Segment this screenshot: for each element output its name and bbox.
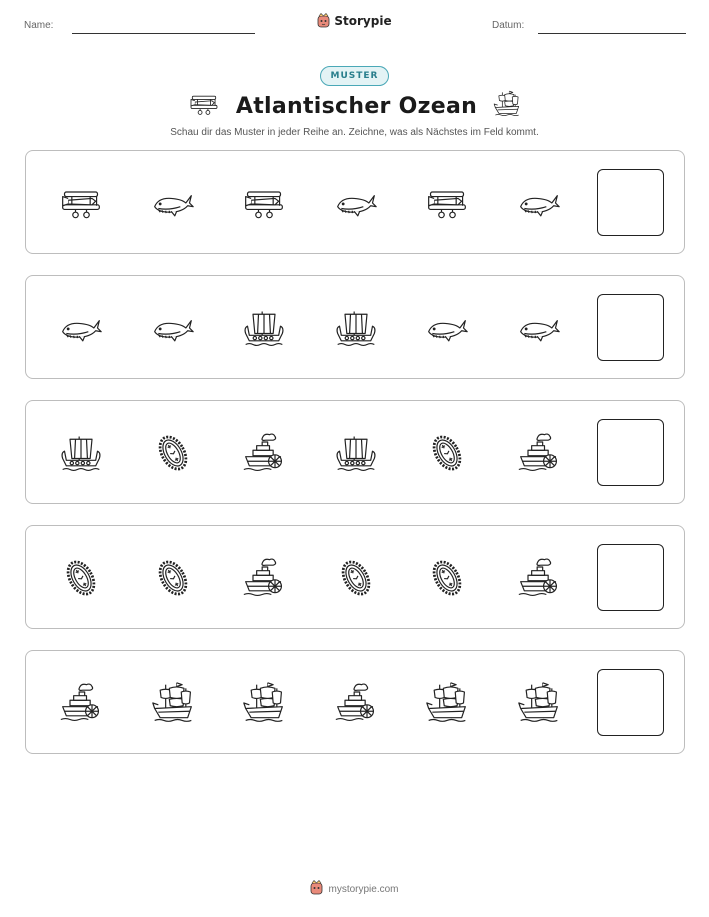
- answer-box[interactable]: [597, 169, 664, 236]
- name-label: Name:: [24, 20, 54, 31]
- viking-ship-icon: [240, 304, 288, 352]
- pattern-row: [25, 275, 685, 379]
- pattern-row: [25, 150, 685, 254]
- biplane-icon: [188, 91, 220, 121]
- steamboat-icon: [240, 429, 288, 477]
- steamboat-icon: [332, 679, 380, 727]
- galleon-icon: [423, 679, 471, 727]
- category-badge: MUSTER: [320, 66, 390, 86]
- pattern-row: [25, 525, 685, 629]
- diatom-icon: [149, 429, 197, 477]
- answer-box[interactable]: [597, 669, 664, 736]
- viking-ship-icon: [57, 429, 105, 477]
- answer-box[interactable]: [597, 419, 664, 486]
- steamboat-icon: [515, 554, 563, 602]
- storypie-logo-icon: [310, 880, 323, 899]
- diatom-icon: [149, 554, 197, 602]
- diatom-icon: [423, 429, 471, 477]
- whale-icon: [515, 179, 563, 227]
- viking-ship-icon: [332, 304, 380, 352]
- whale-icon: [515, 304, 563, 352]
- name-write-line: [72, 33, 255, 34]
- whale-icon: [332, 179, 380, 227]
- footer-url: mystorypie.com: [328, 884, 399, 895]
- storypie-logo-icon: [317, 13, 330, 28]
- viking-ship-icon: [332, 429, 380, 477]
- whale-icon: [149, 304, 197, 352]
- biplane-icon: [57, 179, 105, 227]
- steamboat-icon: [240, 554, 288, 602]
- steamboat-icon: [515, 429, 563, 477]
- biplane-icon: [240, 179, 288, 227]
- pattern-row: [25, 650, 685, 754]
- date-write-line: [538, 33, 686, 34]
- galleon-icon: [515, 679, 563, 727]
- brand-name: Storypie: [334, 13, 392, 28]
- diatom-icon: [423, 554, 471, 602]
- instructions-text: Schau dir das Muster in jeder Reihe an. Zeichne, was als Nächstes im Feld kommt.: [170, 127, 539, 138]
- whale-icon: [57, 304, 105, 352]
- whale-icon: [149, 179, 197, 227]
- page-title: Atlantischer Ozean: [235, 93, 478, 119]
- sailing-ship-icon: [493, 90, 521, 122]
- brand-logo: [0, 13, 709, 28]
- galleon-icon: [240, 679, 288, 727]
- answer-box[interactable]: [597, 294, 664, 361]
- answer-box[interactable]: [597, 544, 664, 611]
- galleon-icon: [149, 679, 197, 727]
- diatom-icon: [332, 554, 380, 602]
- footer: [0, 880, 709, 899]
- steamboat-icon: [57, 679, 105, 727]
- whale-icon: [423, 304, 471, 352]
- diatom-icon: [57, 554, 105, 602]
- date-label: Datum:: [492, 20, 525, 31]
- biplane-icon: [423, 179, 471, 227]
- pattern-row: [25, 400, 685, 504]
